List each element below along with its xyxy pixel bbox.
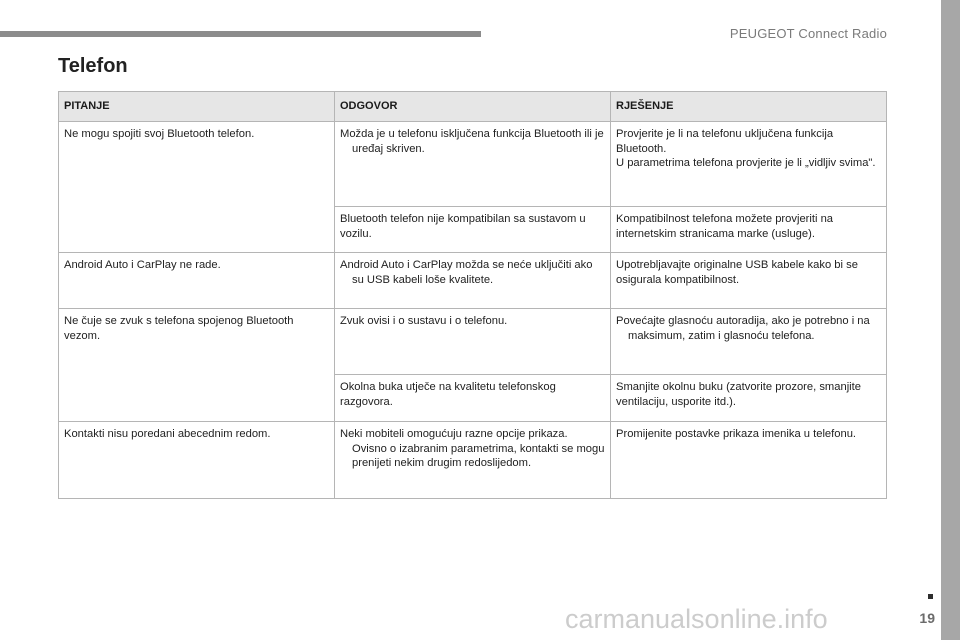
question-cell	[59, 422, 335, 499]
answer-cell	[335, 375, 611, 422]
question-text: Android Auto i CarPlay ne rade.	[64, 259, 221, 271]
answer-cell	[335, 309, 611, 375]
answer-cell	[335, 422, 611, 499]
answer-cell	[335, 253, 611, 309]
solution-cell	[611, 253, 887, 309]
question-cell	[59, 122, 335, 253]
answer-text: Neki mobiteli omogućuju razne opcije prikaza. Ovisno o izabranim parametrima, kontakti se mogu prenijeti nekim drugim redoslijedom.	[340, 428, 605, 469]
column-header-answer: ODGOVOR	[335, 92, 611, 122]
watermark: carmanualsonline.info	[565, 604, 828, 634]
solution-cell	[611, 375, 887, 422]
answer-text: Bluetooth telefon nije kompatibilan sa sustavom u vozilu.	[340, 213, 586, 240]
solution-cell	[611, 207, 887, 253]
question-cell	[59, 253, 335, 309]
answer-text: Zvuk ovisi i o sustavu i o telefonu.	[340, 315, 508, 327]
answer-cell	[335, 122, 611, 207]
answer-text: Možda je u telefonu isključena funkcija Bluetooth ili je uređaj skriven.	[340, 128, 604, 155]
answer-text: Android Auto i CarPlay možda se neće uključiti ako su USB kabeli loše kvalitete.	[340, 259, 593, 286]
solution-cell	[611, 122, 887, 207]
column-header-question: PITANJE	[59, 92, 335, 122]
question-text: Kontakti nisu poredani abecednim redom.	[64, 428, 271, 440]
header-rule	[0, 31, 481, 37]
solution-text: Provjerite je li na telefonu uključena funkcija Bluetooth.	[616, 128, 834, 155]
page-number: 19	[919, 610, 935, 626]
solution-cell	[611, 309, 887, 375]
table-row	[59, 122, 887, 207]
solution-text: Smanjite okolnu buku (zatvorite prozore, smanjite ventilaciju, usporite itd.).	[616, 381, 861, 408]
question-text: Ne čuje se zvuk s telefona spojenog Bluetooth vezom.	[64, 315, 294, 342]
answer-text: Okolna buka utječe na kvalitetu telefonskog razgovora.	[340, 381, 556, 408]
page-marker	[928, 594, 933, 599]
question-cell	[59, 309, 335, 422]
table-row	[59, 422, 887, 499]
side-strip	[941, 0, 960, 640]
table-row	[59, 253, 887, 309]
question-text: Ne mogu spojiti svoj Bluetooth telefon.	[64, 128, 255, 140]
solution-text: Upotrebljavajte originalne USB kabele kako bi se osigurala kompatibilnost.	[616, 259, 858, 286]
table-row	[59, 309, 887, 375]
solution-text: Promijenite postavke prikaza imenika u telefonu.	[616, 428, 857, 440]
solution-text-extra: U parametrima telefona provjerite je li „vidljiv svima".	[616, 157, 876, 169]
solution-cell	[611, 422, 887, 499]
faq-table	[58, 91, 887, 499]
solution-text: Kompatibilnost telefona možete provjeriti na internetskim stranicama marke (usluge).	[616, 213, 834, 240]
column-header-solution: RJEŠENJE	[611, 92, 887, 122]
answer-cell	[335, 207, 611, 253]
page-title: Telefon	[58, 55, 128, 77]
table-header-row	[59, 92, 887, 122]
solution-text: Povećajte glasnoću autoradija, ako je potrebno i na maksimum, zatim i glasnoću telefona.	[616, 315, 870, 342]
manual-header-title: PEUGEOT Connect Radio	[729, 26, 887, 41]
